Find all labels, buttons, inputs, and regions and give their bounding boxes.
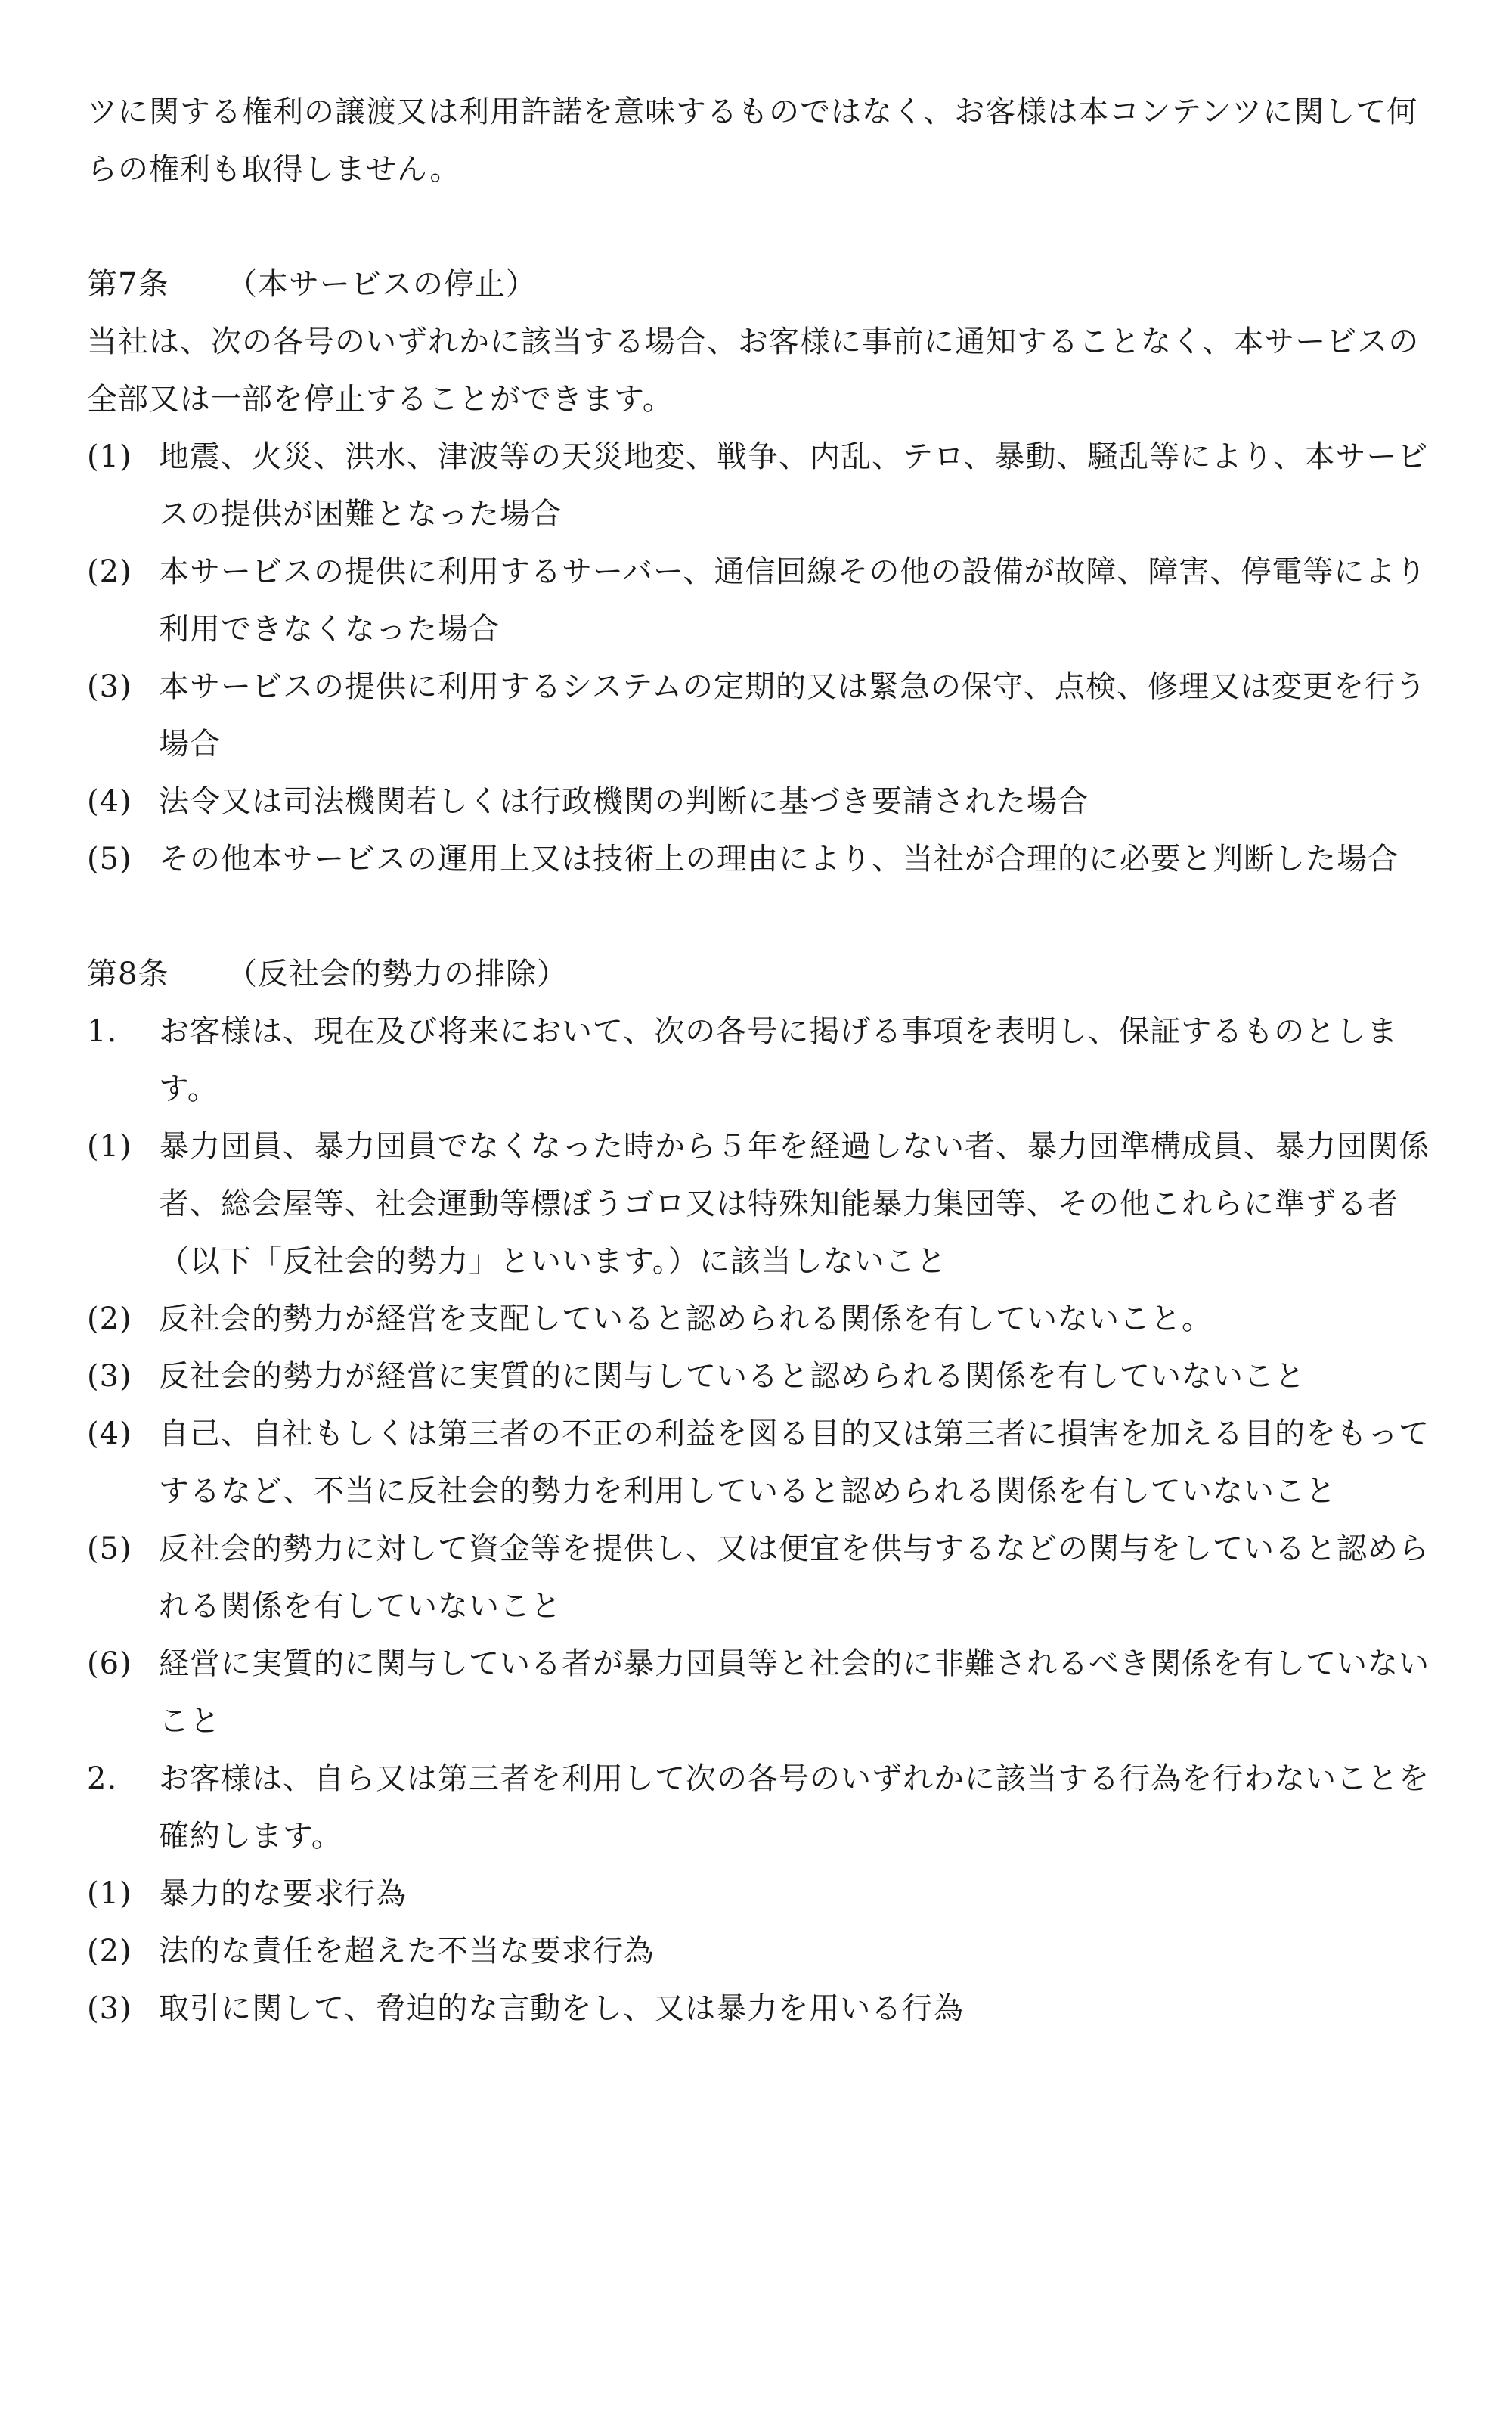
- clause-marker: 2.: [87, 1761, 118, 1796]
- list-item: [87, 1118, 1436, 1290]
- list-marker: (3): [87, 1991, 132, 2026]
- list-marker: (2): [87, 1934, 132, 1969]
- list-item: [87, 658, 1436, 773]
- list-marker: (5): [87, 842, 132, 876]
- clause-text: お客様は、自ら又は第三者を利用して次の各号のいずれかに該当する行為を行わないことを確約します。: [159, 1761, 1430, 1854]
- list-item: [87, 1520, 1436, 1635]
- list-text: 本サービスの提供に利用するシステムの定期的又は緊急の保守、点検、修理又は変更を行う場合: [159, 669, 1427, 762]
- list-item: [87, 1290, 1436, 1348]
- list-marker: (4): [87, 784, 132, 819]
- list-text: 反社会的勢力が経営に実質的に関与していると認められる関係を有していないこと: [159, 1359, 1306, 1394]
- list-item: [87, 1980, 1436, 2037]
- article-8-heading: [87, 945, 1436, 1003]
- list-marker: (6): [87, 1646, 132, 1681]
- list-marker: (5): [87, 1531, 132, 1566]
- list-item: [87, 1348, 1436, 1405]
- article-7-body: 当社は、次の各号のいずれかに該当する場合、お客様に事前に通知することなく、本サービスの全部又は一部を停止することができます。: [87, 324, 1420, 417]
- list-text: 本サービスの提供に利用するサーバー、通信回線その他の設備が故障、障害、停電等により利用できなくなった場合: [159, 554, 1427, 647]
- list-item: [87, 543, 1436, 658]
- article-8-title: （反社会的勢力の排除）: [227, 957, 568, 991]
- list-text: 地震、火災、洪水、津波等の天災地変、戦争、内乱、テロ、暴動、騒乱等により、本サービスの提供が困難となった場合: [159, 439, 1429, 532]
- document-page: [87, 83, 1436, 2037]
- intro-paragraph: ツに関する権利の譲渡又は利用許諾を意味するものではなく、お客様は本コンテンツに関して何らの権利も取得しません。: [87, 95, 1418, 187]
- list-item: [87, 1635, 1436, 1750]
- article-7-number: 第7条: [87, 267, 169, 302]
- list-marker: (1): [87, 439, 132, 474]
- list-text: 自己、自社もしくは第三者の不正の利益を図る目的又は第三者に損害を加える目的をもってするなど、不当に反社会的勢力を利用していると認められる関係を有していないこと: [159, 1416, 1430, 1509]
- list-marker: (1): [87, 1129, 132, 1164]
- list-marker: (2): [87, 554, 132, 589]
- clause-2: [87, 1750, 1436, 1865]
- list-item: [87, 830, 1436, 888]
- list-text: 取引に関して、脅迫的な言動をし、又は暴力を用いる行為: [159, 1991, 965, 2026]
- list-text: 法令又は司法機関若しくは行政機関の判断に基づき要請された場合: [159, 784, 1089, 819]
- list-marker: (3): [87, 1359, 132, 1394]
- list-text: 暴力団員、暴力団員でなくなった時から５年を経過しない者、暴力団準構成員、暴力団関係者、総会屋等、社会運動等標ぼうゴロ又は特殊知能暴力集団等、その他これらに準ずる者（以下「反社会的勢力」といいます。）に該当しないこと: [159, 1129, 1430, 1279]
- article-7-heading: [87, 256, 1436, 313]
- list-marker: (4): [87, 1416, 132, 1451]
- list-item: [87, 428, 1436, 543]
- list-item: [87, 1865, 1436, 1922]
- article-7-title: （本サービスの停止）: [227, 267, 537, 302]
- list-text: 経営に実質的に関与している者が暴力団員等と社会的に非難されるべき関係を有していないこと: [159, 1646, 1430, 1739]
- list-text: その他本サービスの運用上又は技術上の理由により、当社が合理的に必要と判断した場合: [159, 842, 1399, 876]
- spacer: [87, 198, 1436, 256]
- list-text: 暴力的な要求行為: [159, 1876, 407, 1911]
- clause-1: [87, 1003, 1436, 1118]
- spacer: [87, 888, 1436, 945]
- list-text: 反社会的勢力が経営を支配していると認められる関係を有していないこと。: [159, 1302, 1213, 1336]
- clause-text: お客様は、現在及び将来において、次の各号に掲げる事項を表明し、保証するものとします。: [159, 1014, 1399, 1106]
- list-marker: (3): [87, 669, 132, 704]
- list-marker: (1): [87, 1876, 132, 1911]
- list-item: [87, 773, 1436, 830]
- article-8-number: 第8条: [87, 957, 169, 991]
- list-text: 法的な責任を超えた不当な要求行為: [159, 1934, 655, 1969]
- clause-marker: 1.: [87, 1014, 118, 1049]
- list-marker: (2): [87, 1302, 132, 1336]
- list-text: 反社会的勢力に対して資金等を提供し、又は便宜を供与するなどの関与をしていると認められる関係を有していないこと: [159, 1531, 1430, 1624]
- list-item: [87, 1922, 1436, 1980]
- list-item: [87, 1405, 1436, 1520]
